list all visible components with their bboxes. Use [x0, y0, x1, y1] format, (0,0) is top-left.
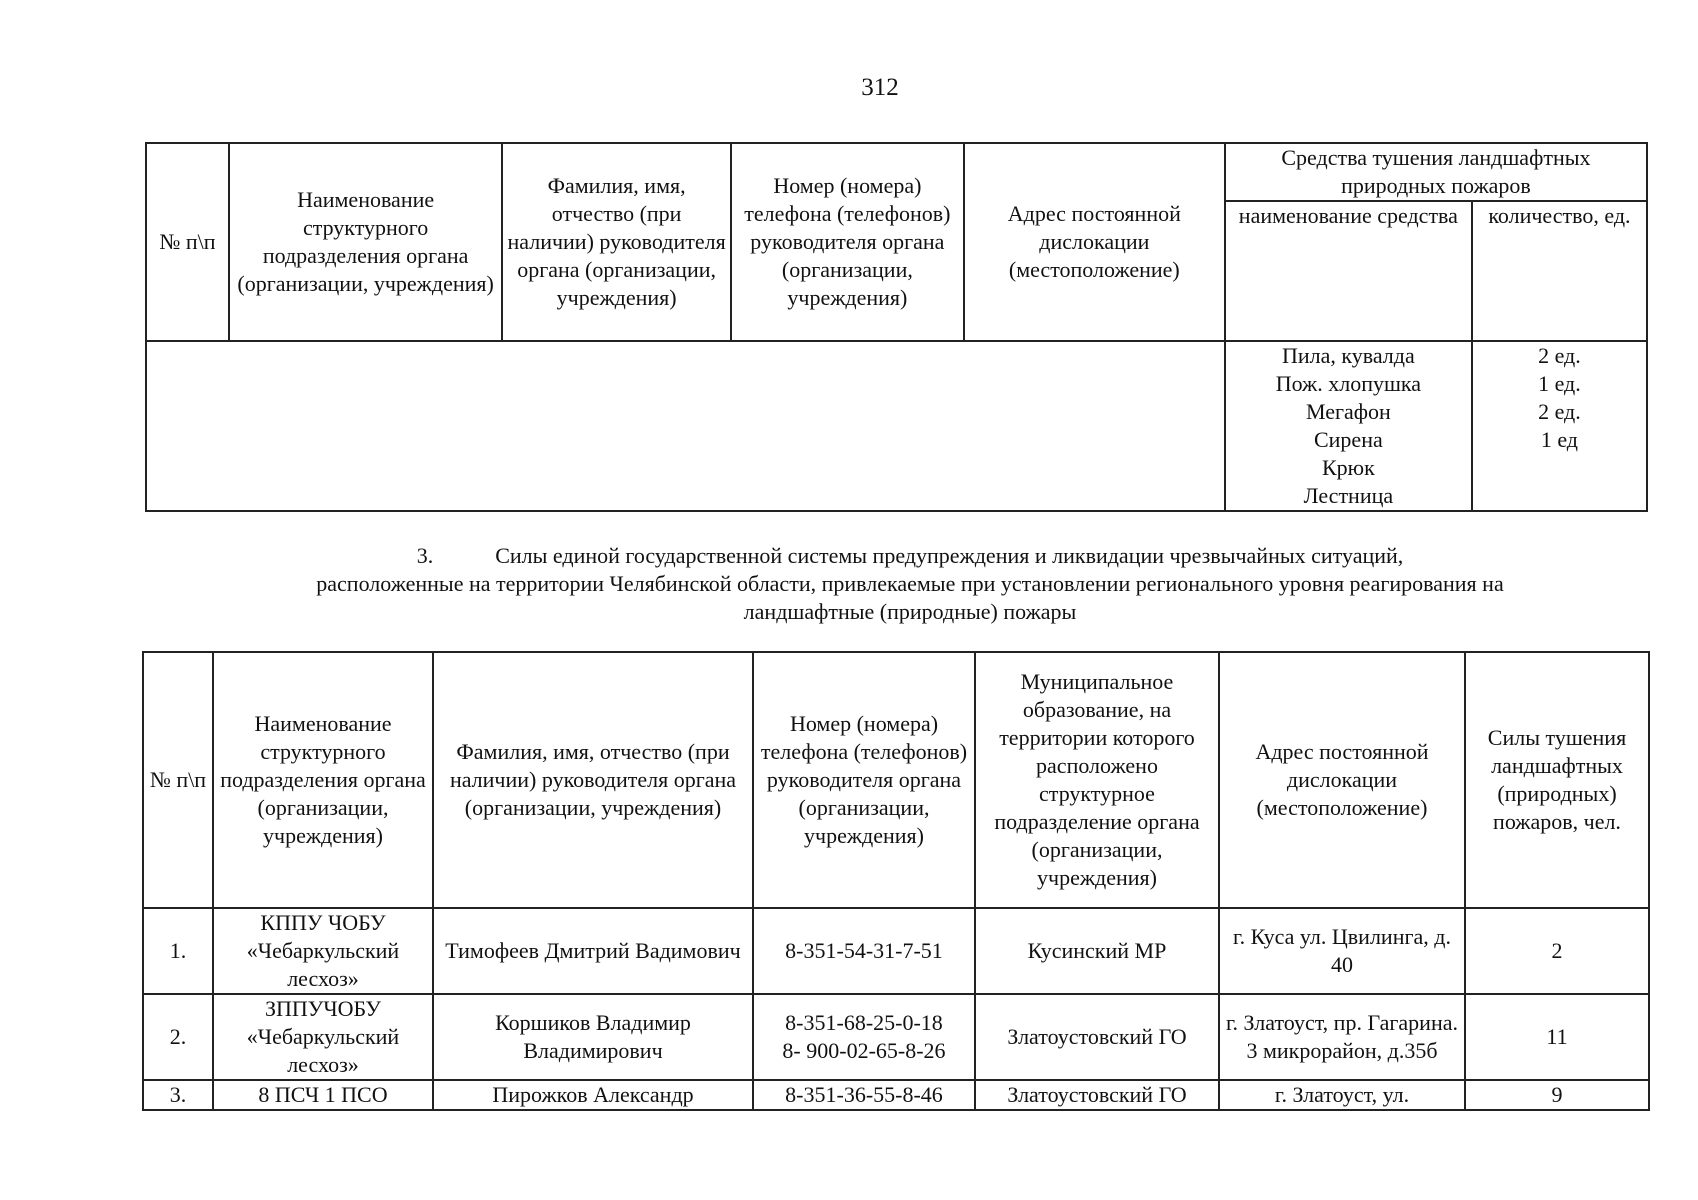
row-num: 1. [143, 908, 213, 994]
header-means-name: наименование средства [1225, 201, 1472, 341]
row-num: 3. [143, 1080, 213, 1110]
means-qty: 2 ед. [1538, 343, 1581, 368]
header-head: Фамилия, имя, отчество (при наличии) руководителя органа (организации, учреждения) [502, 143, 731, 341]
empty-cell [146, 341, 1225, 511]
header-unit: Наименование структурного подразделения органа (организации, учреждения) [213, 652, 433, 908]
row-num: 2. [143, 994, 213, 1080]
header-address: Адрес постоянной дислокации (местоположение) [964, 143, 1225, 341]
header-means-group: Средства тушения ландшафтных природных пожаров [1225, 143, 1647, 201]
section-heading [230, 542, 1590, 626]
header-address: Адрес постоянной дислокации (местоположение) [1219, 652, 1465, 908]
means-name: Пила, кувалда [1281, 343, 1415, 368]
means-name: Крюк [1321, 455, 1375, 480]
row-municipality: Кусинский МР [975, 908, 1219, 994]
means-names-cell [1225, 341, 1472, 511]
row-unit: ЗППУЧОБУ «Чебаркульский лесхоз» [213, 994, 433, 1080]
header-num: № п\п [143, 652, 213, 908]
means-name: Мегафон [1305, 399, 1391, 424]
row-municipality: Златоустовский ГО [975, 994, 1219, 1080]
header-phone: Номер (номера) телефона (телефонов) руководителя органа (организации, учреждения) [753, 652, 975, 908]
section-number: 3. [416, 543, 434, 568]
header-head: Фамилия, имя, отчество (при наличии) руководителя органа (организации, учреждения) [433, 652, 753, 908]
header-phone: Номер (номера) телефона (телефонов) руководителя органа (организации, учреждения) [731, 143, 964, 341]
row-head: Тимофеев Дмитрий Вадимович [433, 908, 753, 994]
means-name: Пож. хлопушка [1275, 371, 1422, 396]
table-row [143, 908, 1649, 994]
row-forces: 2 [1465, 908, 1649, 994]
forces-table [142, 651, 1650, 1111]
header-forces: Силы тушения ландшафтных (природных) пожаров, чел. [1465, 652, 1649, 908]
table-row [143, 1080, 1649, 1110]
row-head: Коршиков Владимир Владимирович [433, 994, 753, 1080]
row-phone [753, 908, 975, 994]
section-line2: расположенные на территории Челябинской области, привлекаемые при установлении регионального уровня реагирования на [316, 571, 1504, 596]
row-forces: 11 [1465, 994, 1649, 1080]
header-unit: Наименование структурного подразделения органа (организации, учреждения) [229, 143, 502, 341]
section-line1: Силы единой государственной системы предупреждения и ликвидации чрезвычайных ситуаций, [495, 543, 1404, 568]
means-qty: 1 ед. [1538, 371, 1581, 396]
phone-line: 8- 900-02-65-8-26 [782, 1038, 946, 1063]
row-unit: КППУ ЧОБУ «Чебаркульский лесхоз» [213, 908, 433, 994]
row-forces: 9 [1465, 1080, 1649, 1110]
row-unit: 8 ПСЧ 1 ПСО [213, 1080, 433, 1110]
row-address: г. Куса ул. Цвилинга, д. 40 [1219, 908, 1465, 994]
page-number: 312 [861, 74, 899, 101]
means-name: Сирена [1313, 427, 1383, 452]
row-head: Пирожков Александр [433, 1080, 753, 1110]
table-row [143, 994, 1649, 1080]
means-name: Лестница [1303, 483, 1394, 508]
header-num: № п\п [146, 143, 229, 341]
row-phone [753, 994, 975, 1080]
phone-line: 8-351-36-55-8-46 [785, 1082, 943, 1107]
means-qty: 1 ед [1540, 427, 1578, 452]
section-line3: ландшафтные (природные) пожары [743, 599, 1077, 624]
row-address: г. Златоуст, ул. [1219, 1080, 1465, 1110]
header-municipality: Муниципальное образование, на территории которого расположено структурное подразделение органа (организации, учреждения) [975, 652, 1219, 908]
phone-line: 8-351-54-31-7-51 [785, 938, 943, 963]
resources-table [145, 142, 1648, 512]
means-qty: 2 ед. [1538, 399, 1581, 424]
row-municipality: Златоустовский ГО [975, 1080, 1219, 1110]
phone-line: 8-351-68-25-0-18 [785, 1010, 943, 1035]
row-address: г. Златоуст, пр. Гагарина. 3 микрорайон, д.35б [1219, 994, 1465, 1080]
header-means-qty: количество, ед. [1472, 201, 1647, 341]
means-qty-cell [1472, 341, 1647, 511]
row-phone [753, 1080, 975, 1110]
